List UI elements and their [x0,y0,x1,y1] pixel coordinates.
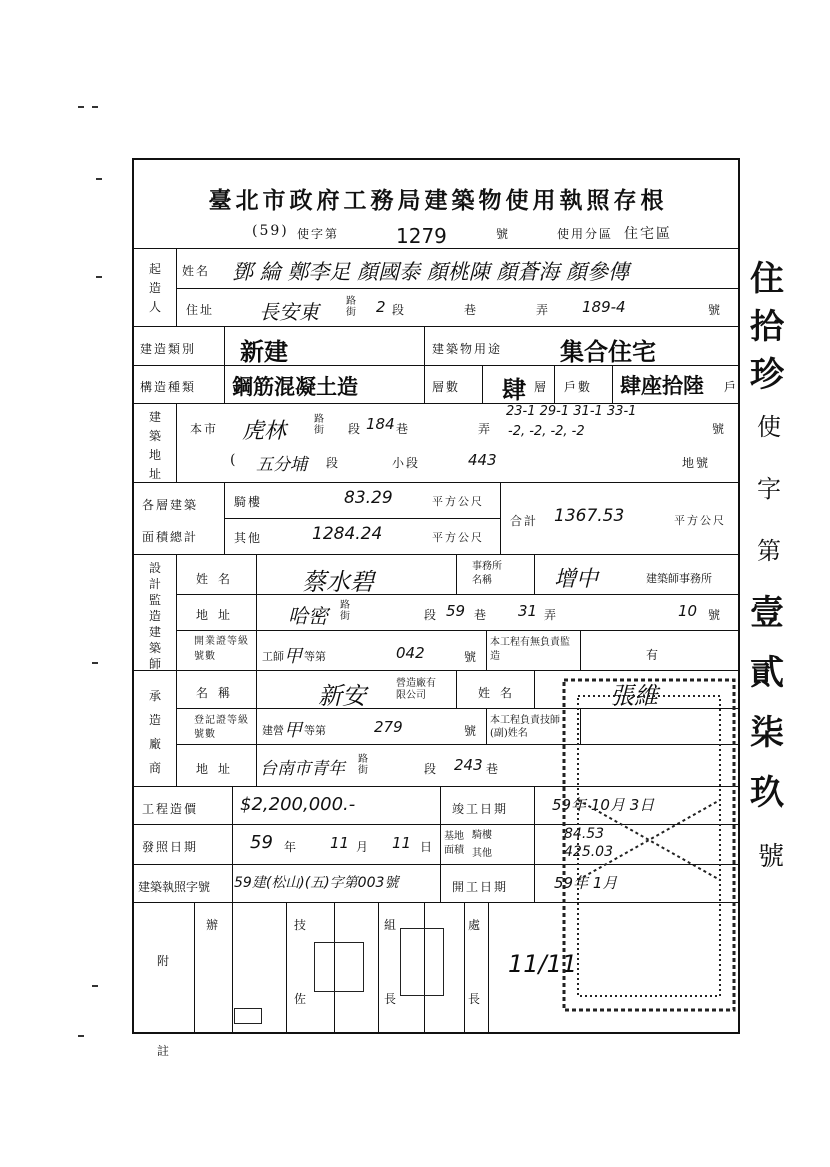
build-type-label: 建造類別 [140,342,197,356]
area-other-value: 1284.24 [312,524,383,544]
area-ground-unit: 平方公尺 [432,495,484,508]
architect-address-label: 地址 [196,608,241,622]
margin-char: 第 [757,537,781,565]
issue-day-unit: 日 [420,840,435,854]
cost-label: 工程造價 [142,802,199,816]
chief-label: 組 [384,918,399,932]
architect-lane: 59 [446,602,466,620]
applicant-hao: 號 [708,303,723,317]
applicant-section-label: 起造人 [148,262,161,314]
area-total-label: 合計 [510,514,539,528]
applicant-address-label: 住址 [186,303,215,317]
seal-stamp [400,928,444,996]
area-section-bottom: 面積總計 [142,530,199,544]
architect-office-suffix: 建築師事務所 [646,572,712,585]
architect-license-grade: 甲 [284,646,302,667]
land-subsection: 小段 [392,456,421,470]
site-area-label: 基地面積 [444,831,464,856]
issue-year: 59 [250,832,273,853]
contractor-road-mark: 路街 [358,754,368,776]
land-no: 443 [468,451,497,469]
start-label: 開工日期 [452,880,509,894]
permit-hao: 號 [496,227,511,241]
architect-section-label: 設計監造建築師 [148,561,161,671]
location-alley-label: 弄 [478,422,493,436]
location-road: 虎林 [242,419,287,444]
area-total-unit: 平方公尺 [674,514,726,527]
location-hao: 號 [712,422,727,436]
site-arcade-value: 84.53 [564,826,605,842]
contractor-reg-prefix: 建營 [262,724,284,737]
build-use-value: 集合住宅 [560,338,656,366]
cost-value: $2,200,000.- [240,794,356,815]
area-total-value: 1367.53 [554,506,625,526]
location-paren-open: ( [230,452,238,468]
architect-duan: 段 [424,608,439,622]
margin-char: 住 [750,259,784,299]
architect-license-hao: 號 [464,650,479,664]
architect-license-label: 開業證等級號數 [194,636,249,662]
applicant-lane-label: 巷 [464,303,479,317]
director-bottom-label: 長 [468,992,483,1006]
contractor-duan: 段 [424,762,439,776]
land-duan: 段 [326,456,341,470]
contractor-company-type: 營造廠有限公司 [396,678,436,701]
applicant-alley-label: 弄 [536,303,551,317]
site-other-label: 其他 [472,848,492,859]
scan-mark [78,1035,84,1037]
area-other-label: 其他 [234,531,263,545]
architect-responsible-value: 有 [646,648,661,662]
build-type-value: 新建 [240,338,288,366]
applicant-name-label: 姓名 [182,264,211,278]
margin-char: 號 [757,842,784,872]
floors-label: 層數 [432,380,461,394]
architect-license-prefix: 工師 [262,650,284,663]
permit-year: (59) [252,223,289,239]
official-seal-stamp [554,640,740,1030]
scan-mark [96,178,102,180]
applicant-names: 鄧 綸 鄭李足 顏國泰 顏桃陳 顏蒼海 顏參傳 [232,260,630,284]
margin-char: 玖 [750,773,784,813]
structure-label: 構造種類 [140,380,197,394]
scan-mark [92,106,98,108]
site-arcade-label: 騎樓 [472,830,492,841]
completion-label: 竣工日期 [452,802,509,816]
floors-value: 肆 [502,376,526,404]
architect-name-label: 姓名 [196,572,241,586]
location-city: 本市 [190,422,219,436]
land-section: 五分埔 [256,455,307,475]
permit-number-label: 建築執照字號 [138,880,211,894]
architect-lane-label: 巷 [474,608,489,622]
applicant-section-no: 2 [376,298,386,316]
contractor-name-value: 新安 [318,682,366,710]
contractor-lane-label: 巷 [486,762,501,776]
architect-office-label: 事務所名稱 [472,561,502,586]
architect-license-word: 等第 [304,650,326,663]
scan-mark [92,985,98,987]
architect-street: 哈密 [288,604,328,628]
form-title: 臺北市政府工務局建築物使用執照存根 [208,187,668,214]
location-lane-label: 巷 [396,422,411,436]
director-label: 處 [468,918,483,932]
area-ground-value: 83.29 [344,488,393,508]
start-value: 59年 1月 [554,874,618,892]
seal-stamp [234,1008,262,1024]
architect-license-no: 042 [396,644,425,662]
area-ground-label: 騎樓 [234,495,263,509]
contractor-street: 台南市青年 [260,759,345,779]
contractor-section-label: 承造廠商 [148,689,161,775]
issue-label: 發照日期 [142,840,199,854]
issue-month-unit: 月 [356,840,371,854]
chief-bottom-label: 長 [384,992,399,1006]
issue-month: 11 [330,834,350,852]
applicant-section-label-duan: 段 [392,303,407,317]
architect-house-no: 10 [678,602,698,620]
permit-word: 使字第 [297,227,340,241]
location-lane: 184 [366,415,395,433]
structure-value: 鋼筋混凝土造 [232,375,358,399]
contractor-tech-label: 本工程負責技師(副)姓名 [490,715,560,739]
handler-label: 辦 [206,918,221,932]
households-unit: 戶 [724,380,739,394]
contractor-reg-grade: 甲 [284,720,302,741]
issue-year-unit: 年 [284,840,299,854]
margin-char: 珍 [750,355,784,395]
architect-road-mark: 路街 [340,600,350,622]
applicant-road-mark: 路街 [346,296,356,318]
notes-label: 附註 [156,954,169,1058]
seal-stamp [314,942,364,992]
contractor-reg-no: 279 [374,718,403,736]
margin-char: 柒 [750,713,784,753]
contractor-lane: 243 [454,756,483,774]
permit-form [132,158,740,1058]
zoning-label: 使用分區 [557,227,614,241]
margin-char: 貳 [750,653,784,693]
site-other-value: 425.03 [564,844,613,860]
director-signature: 11/11 [508,950,578,978]
location-numbers-top: 23-1 29-1 31-1 33-1 [506,404,637,419]
contractor-reg-hao: 號 [464,724,479,738]
architect-hao: 號 [708,608,723,622]
area-section-top: 各層建築 [142,498,199,512]
contractor-address-label: 地址 [196,762,241,776]
scan-mark [96,276,102,278]
applicant-street: 長安東 [259,300,319,324]
architect-alley-label: 弄 [544,608,559,622]
architect-alley: 31 [518,602,538,620]
contractor-reg-word: 等第 [304,724,326,737]
area-other-unit: 平方公尺 [432,531,484,544]
margin-char: 使 [757,413,781,441]
zoning-value: 住宅區 [624,226,672,242]
architect-responsible-label: 本工程有無負責監造 [490,637,570,662]
architect-office-value: 增中 [554,567,599,592]
margin-char: 拾 [750,307,784,347]
floors-unit: 層 [534,380,549,394]
location-numbers-bottom: -2, -2, -2, -2 [508,424,585,439]
completion-value: 59年 10月 3日 [552,796,655,814]
permit-number-value: 59建(松山)(五)字第003號 [234,875,399,891]
location-road-mark: 路街 [314,414,324,436]
tech-label: 技 [294,918,309,932]
contractor-person-label: 姓名 [478,686,523,700]
scan-mark [78,106,84,108]
contractor-person-value: 張維 [610,682,658,710]
scan-mark [92,662,98,664]
margin-char: 字 [757,475,781,503]
issue-day: 11 [392,834,412,852]
applicant-house-no: 189-4 [582,298,626,316]
location-section-label: 建築地址 [148,410,161,481]
margin-char: 壹 [750,593,784,633]
location-duan: 段 [348,422,363,436]
households-label: 戶數 [564,380,593,394]
contractor-name-label: 名稱 [196,686,241,700]
households-value: 肆座拾陸 [620,374,704,398]
land-hao: 地號 [682,456,711,470]
tech-bottom-label: 佐 [294,992,309,1006]
architect-name-value: 蔡水碧 [302,568,374,596]
permit-number: 1279 [396,224,447,248]
build-use-label: 建築物用途 [432,342,503,356]
contractor-reg-label: 登記證等級號數 [194,715,249,740]
